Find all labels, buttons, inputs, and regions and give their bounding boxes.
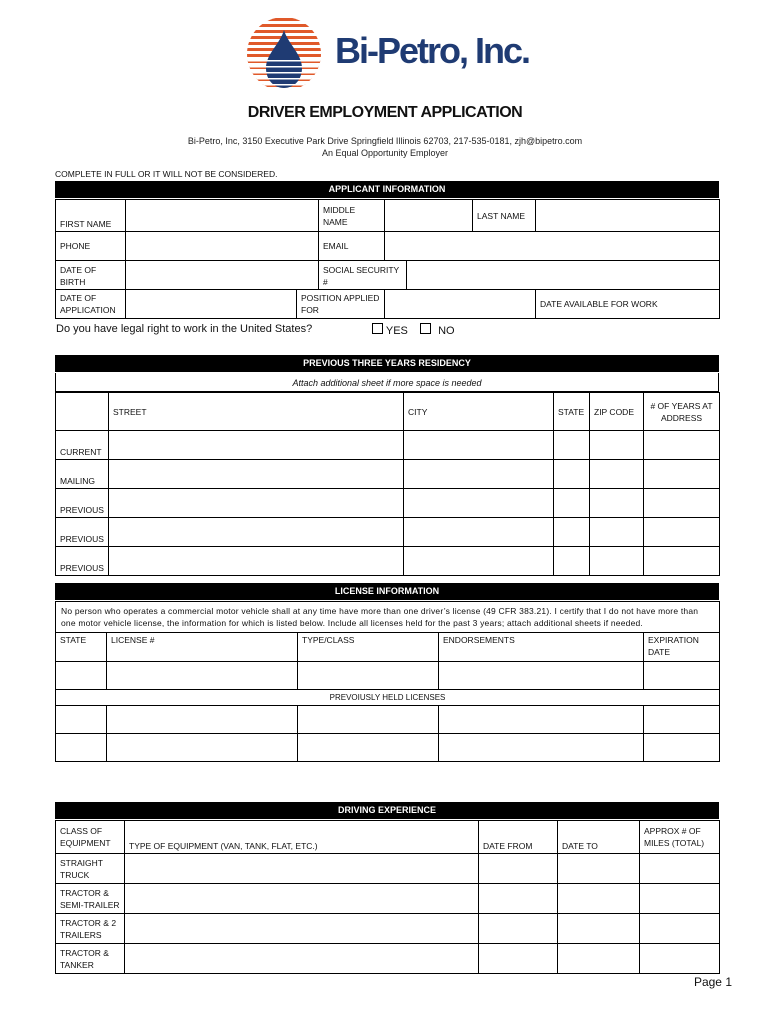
years-field[interactable] [644, 431, 720, 460]
state-field[interactable] [554, 489, 590, 518]
middle-name-field[interactable] [385, 200, 473, 232]
col-type: TYPE OF EQUIPMENT (VAN, TANK, FLAT, ETC.) [125, 821, 479, 854]
street-field[interactable] [109, 518, 404, 547]
street-field[interactable] [109, 460, 404, 489]
applicant-header: APPLICANT INFORMATION [55, 181, 719, 198]
city-field[interactable] [404, 431, 554, 460]
phone-field[interactable] [126, 232, 319, 261]
date-avail-label: DATE AVAILABLE FOR WORK [536, 290, 720, 319]
residency-header: PREVIOUS THREE YEARS RESIDENCY [55, 355, 719, 372]
residency-corner [56, 393, 109, 431]
row-label: PREVIOUS [56, 547, 109, 576]
years-field[interactable] [644, 460, 720, 489]
state-field[interactable] [554, 547, 590, 576]
position-label: POSITION APPLIED FOR [297, 290, 385, 319]
zip-field[interactable] [590, 547, 644, 576]
license-number-field[interactable] [107, 706, 298, 734]
miles-field[interactable] [640, 914, 720, 944]
date-from-field[interactable] [479, 944, 558, 974]
email-label: EMAIL [319, 232, 385, 261]
equipment-type-field[interactable] [125, 944, 479, 974]
street-field[interactable] [109, 547, 404, 576]
col-endorsements: ENDORSEMENTS [439, 633, 644, 662]
zip-field[interactable] [590, 489, 644, 518]
license-disclaimer: No person who operates a commercial motor vehicle shall at any time have more than one driver’s license (49 CFR 383.21). I certify that I do not have more than one motor vehicle license, the information for which is listed below. Include all licenses held for the past 3 years; attach additional sheets if needed. [56, 602, 720, 633]
eoe-statement: An Equal Opportunity Employer [321, 148, 449, 158]
equipment-type-field[interactable] [125, 914, 479, 944]
street-field[interactable] [109, 431, 404, 460]
row-label: TRACTOR & TANKER [56, 944, 125, 974]
date-from-field[interactable] [479, 884, 558, 914]
date-app-label: DATE OF APPLICATION [56, 290, 126, 319]
driving-table [55, 820, 720, 974]
first-name-field[interactable] [126, 200, 319, 232]
city-field[interactable] [404, 489, 554, 518]
license-number-field[interactable] [107, 734, 298, 762]
row-label: PREVIOUS [56, 489, 109, 518]
first-name-label: FIRST NAME [56, 200, 126, 232]
city-field[interactable] [404, 460, 554, 489]
years-field[interactable] [644, 489, 720, 518]
dob-field[interactable] [126, 261, 319, 290]
row-label: MAILING [56, 460, 109, 489]
row-label: PREVIOUS [56, 518, 109, 547]
date-to-field[interactable] [558, 854, 640, 884]
date-to-field[interactable] [558, 944, 640, 974]
col-date-from: DATE FROM [479, 821, 558, 854]
yes-option[interactable] [372, 323, 408, 337]
date-app-field[interactable] [126, 290, 297, 319]
date-to-field[interactable] [558, 914, 640, 944]
miles-field[interactable] [640, 884, 720, 914]
license-state-field[interactable] [56, 734, 107, 762]
endorsements-field[interactable] [439, 662, 644, 690]
ssn-label: SOCIAL SECURITY # [319, 261, 407, 290]
row-label: CURRENT [56, 431, 109, 460]
date-from-field[interactable] [479, 914, 558, 944]
col-expiration: EXPIRATION DATE [644, 633, 720, 662]
license-state-field[interactable] [56, 662, 107, 690]
no-label: NO [438, 325, 455, 337]
col-license-state: STATE [56, 633, 107, 662]
miles-field[interactable] [640, 944, 720, 974]
date-to-field[interactable] [558, 884, 640, 914]
license-type-field[interactable] [298, 662, 439, 690]
company-name: Bi-Petro, Inc. [335, 30, 530, 71]
col-city: CITY [404, 393, 554, 431]
endorsements-field[interactable] [439, 734, 644, 762]
col-class: CLASS OF EQUIPMENT [56, 821, 125, 854]
zip-field[interactable] [590, 518, 644, 547]
expiration-field[interactable] [644, 734, 720, 762]
state-field[interactable] [554, 460, 590, 489]
license-type-field[interactable] [298, 734, 439, 762]
state-field[interactable] [554, 431, 590, 460]
company-address: Bi-Petro, Inc, 3150 Executive Park Drive Springfield Illinois 62703, 217-535-0181, zjh@bipetro.com [187, 136, 583, 146]
miles-field[interactable] [640, 854, 720, 884]
col-state: STATE [554, 393, 590, 431]
col-license-number: LICENSE # [107, 633, 298, 662]
col-miles: APPROX # OF MILES (TOTAL) [640, 821, 720, 854]
driving-header: DRIVING EXPERIENCE [55, 802, 719, 819]
ssn-field[interactable] [407, 261, 720, 290]
col-street: STREET [109, 393, 404, 431]
state-field[interactable] [554, 518, 590, 547]
row-label: TRACTOR & SEMI-TRAILER [56, 884, 125, 914]
yes-label: YES [385, 325, 408, 337]
years-field[interactable] [644, 547, 720, 576]
license-type-field[interactable] [298, 706, 439, 734]
checkbox-icon[interactable] [372, 323, 383, 334]
col-license-type: TYPE/CLASS [298, 633, 439, 662]
endorsements-field[interactable] [439, 706, 644, 734]
license-number-field[interactable] [107, 662, 298, 690]
city-field[interactable] [404, 518, 554, 547]
zip-field[interactable] [590, 460, 644, 489]
zip-field[interactable] [590, 431, 644, 460]
col-years: # OF YEARS AT ADDRESS [644, 393, 720, 431]
expiration-field[interactable] [644, 662, 720, 690]
phone-label: PHONE [56, 232, 126, 261]
logo-icon [242, 16, 326, 92]
previous-licenses-header: PREVOIUSLY HELD LICENSES [56, 690, 720, 706]
dob-label: DATE OF BIRTH [56, 261, 126, 290]
company-logo [242, 16, 326, 92]
residency-note: Attach additional sheet if more space is needed [55, 373, 719, 392]
equipment-type-field[interactable] [125, 884, 479, 914]
middle-name-label: MIDDLE NAME [319, 200, 385, 232]
street-field[interactable] [109, 489, 404, 518]
no-option[interactable] [420, 323, 455, 337]
license-table [55, 601, 720, 762]
checkbox-icon[interactable] [420, 323, 431, 334]
license-state-field[interactable] [56, 706, 107, 734]
document-title: DRIVER EMPLOYMENT APPLICATION [247, 104, 523, 121]
legal-question: Do you have legal right to work in the United States? [56, 323, 313, 335]
col-zip: ZIP CODE [590, 393, 644, 431]
equipment-type-field[interactable] [125, 854, 479, 884]
last-name-field[interactable] [536, 200, 720, 232]
years-field[interactable] [644, 518, 720, 547]
city-field[interactable] [404, 547, 554, 576]
email-field[interactable] [385, 232, 720, 261]
residency-table [55, 392, 720, 576]
complete-note: COMPLETE IN FULL OR IT WILL NOT BE CONSIDERED. [55, 169, 278, 179]
row-label: TRACTOR & 2 TRAILERS [56, 914, 125, 944]
applicant-table [55, 199, 720, 319]
expiration-field[interactable] [644, 706, 720, 734]
last-name-label: LAST NAME [473, 200, 536, 232]
row-label: STRAIGHT TRUCK [56, 854, 125, 884]
date-from-field[interactable] [479, 854, 558, 884]
page-number: Page 1 [693, 975, 732, 989]
license-header: LICENSE INFORMATION [55, 583, 719, 600]
col-date-to: DATE TO [558, 821, 640, 854]
position-field[interactable] [385, 290, 536, 319]
